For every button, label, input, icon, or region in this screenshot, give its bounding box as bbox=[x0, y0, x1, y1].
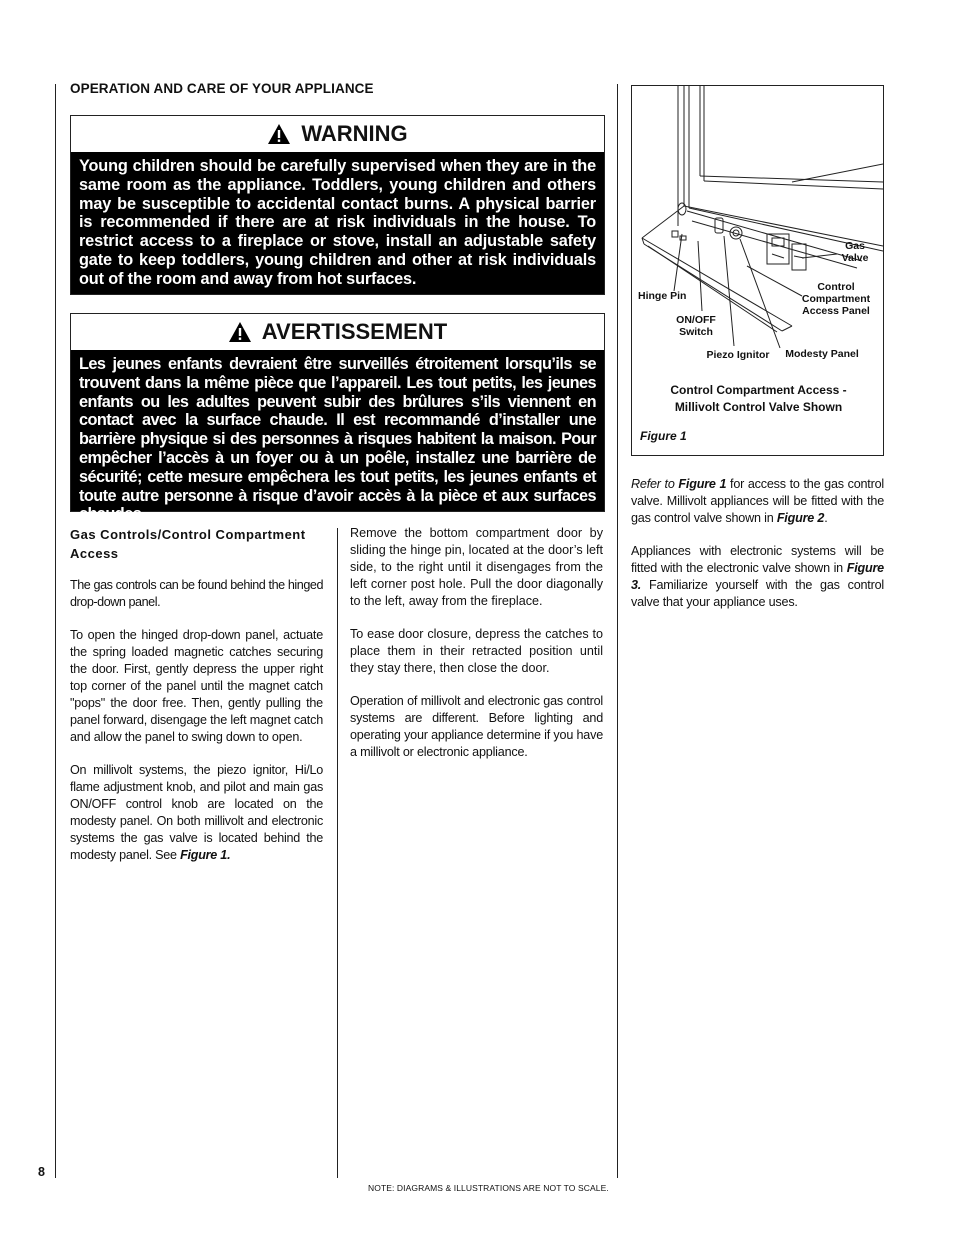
col3-p1-a: Refer to bbox=[631, 477, 679, 491]
modesty-panel-label: Modesty Panel bbox=[785, 348, 859, 360]
figure-caption: Control Compartment Access - Millivolt Control Valve Shown bbox=[670, 383, 847, 414]
col3-p2-b: Familiarize yourself with the gas control valve that your appliance uses. bbox=[631, 578, 884, 609]
left-margin-rule bbox=[55, 84, 56, 1178]
col1-paragraph-1: The gas controls can be found behind the hinged drop-down panel. bbox=[70, 578, 323, 609]
col3-p1-b: for access to the gas control valve. Millivolt appliances will be fitted with the gas control valve shown in bbox=[631, 477, 884, 525]
figure-2-ref: Figure 2 bbox=[776, 511, 825, 525]
col2-paragraph-2: To ease door closure, depress the catches to place them in their retracted position until they stay there, then close the door. bbox=[350, 627, 603, 675]
scale-note: NOTE: DIAGRAMS & ILLUSTRATIONS ARE NOT TO SCALE. bbox=[368, 1183, 609, 1193]
onoff-switch-label: ON/OFF Switch bbox=[676, 314, 716, 338]
col1-paragraph-3 bbox=[70, 762, 323, 864]
fireplace-compartment-illustration bbox=[632, 86, 883, 376]
avertissement-title-row bbox=[71, 314, 604, 350]
text-column-1 bbox=[70, 525, 323, 880]
col3-p2-a: Appliances with electronic systems will be fitted with the electronic valve shown in bbox=[631, 544, 884, 575]
control-panel-label: Control Compartment Access Panel bbox=[801, 281, 871, 317]
warning-triangle-icon bbox=[228, 321, 252, 343]
figure-number: Figure 1 bbox=[640, 429, 687, 443]
warning-title: WARNING bbox=[301, 121, 408, 146]
text-column-3 bbox=[631, 476, 884, 627]
figure-1-ref: Figure 1. bbox=[180, 848, 231, 862]
figure-1-ref-col3: Figure 1 bbox=[678, 477, 727, 491]
avertissement-text: Les jeunes enfants devraient être surveillés étroitement lorsqu’ils se trouvent dans la même pièce que l’appareil. Les tout petits, les jeunes enfants ou les adultes peuvent subir des brûlures s’ils viennent en contact avec la surface chaude. Il est recommandé d’installer une barrière physique si des personnes à risques habitent la maison. Pour empêcher l’accès à un foyer ou à un poêle, installez une barrière de sécurité; cette mesure empêchera les tout petits, les jeunes enfants et toute autre personne à risque d’avoir accès à la pièce et aux surfaces chaudes. bbox=[71, 350, 604, 511]
col2-paragraph-3: Operation of millivolt and electronic gas control systems are different. Before lighting and operating your appliance determine if you have a millivolt or electronic appliance. bbox=[350, 694, 603, 759]
figure-3-ref: Figure 3. bbox=[631, 561, 884, 592]
warning-text: Young children should be carefully supervised when they are in the same room as the appliance. Toddlers, young children and others may be susceptible to accidental contact burns. A physical barrier is recommended if there are at risk individuals in the house. To restrict access to a fireplace or stove, install an adjustable safety gate to keep toddlers, young children and other at risk individuals out of the room and away from hot surfaces. bbox=[71, 152, 604, 294]
col3-p1-c: . bbox=[824, 511, 828, 525]
page-number: 8 bbox=[38, 1165, 45, 1179]
gas-valve-label: Gas Valve bbox=[841, 240, 869, 264]
col2-paragraph-1: Remove the bottom compartment door by sliding the hinge pin, located at the door’s left side, to the right until it disengages from the left corner post hole. Pull the door diagonally to the left, away from the fireplace. bbox=[350, 526, 603, 608]
column-divider-1 bbox=[337, 528, 338, 1178]
warning-box-english bbox=[70, 115, 605, 295]
figure-1-box bbox=[631, 85, 884, 456]
piezo-ignitor-label: Piezo Ignitor bbox=[706, 349, 770, 361]
warning-box-french bbox=[70, 313, 605, 524]
col3-paragraph-2 bbox=[631, 543, 884, 611]
warning-title-row bbox=[71, 116, 604, 152]
column-divider-2 bbox=[617, 84, 618, 1178]
text-column-2 bbox=[350, 525, 603, 777]
col1-p3-text: On millivolt systems, the piezo ignitor, Hi/Lo flame adjustment knob, and pilot and main gas ON/OFF control knob are located on the modesty panel. On both millivolt and electronic systems the gas valve is located behind the modesty panel. See bbox=[70, 763, 323, 862]
section-title: OPERATION AND CARE OF YOUR APPLIANCE bbox=[70, 81, 374, 96]
avertissement-title: AVERTISSEMENT bbox=[261, 319, 448, 344]
hinge-pin-label: Hinge Pin bbox=[638, 290, 687, 302]
col3-paragraph-1 bbox=[631, 476, 884, 527]
gas-controls-heading: Gas Controls/Control Compartment Access bbox=[70, 527, 306, 561]
col1-paragraph-2: To open the hinged drop-down panel, actuate the spring loaded magnetic catches securing the door. First, gently depress the upper right top corner of the panel until the magnet catch "pops" the door free. Then, gently pulling the panel forward, disengage the left magnet catch and allow the panel to swing down to open. bbox=[70, 628, 323, 744]
warning-triangle-icon bbox=[267, 123, 291, 145]
